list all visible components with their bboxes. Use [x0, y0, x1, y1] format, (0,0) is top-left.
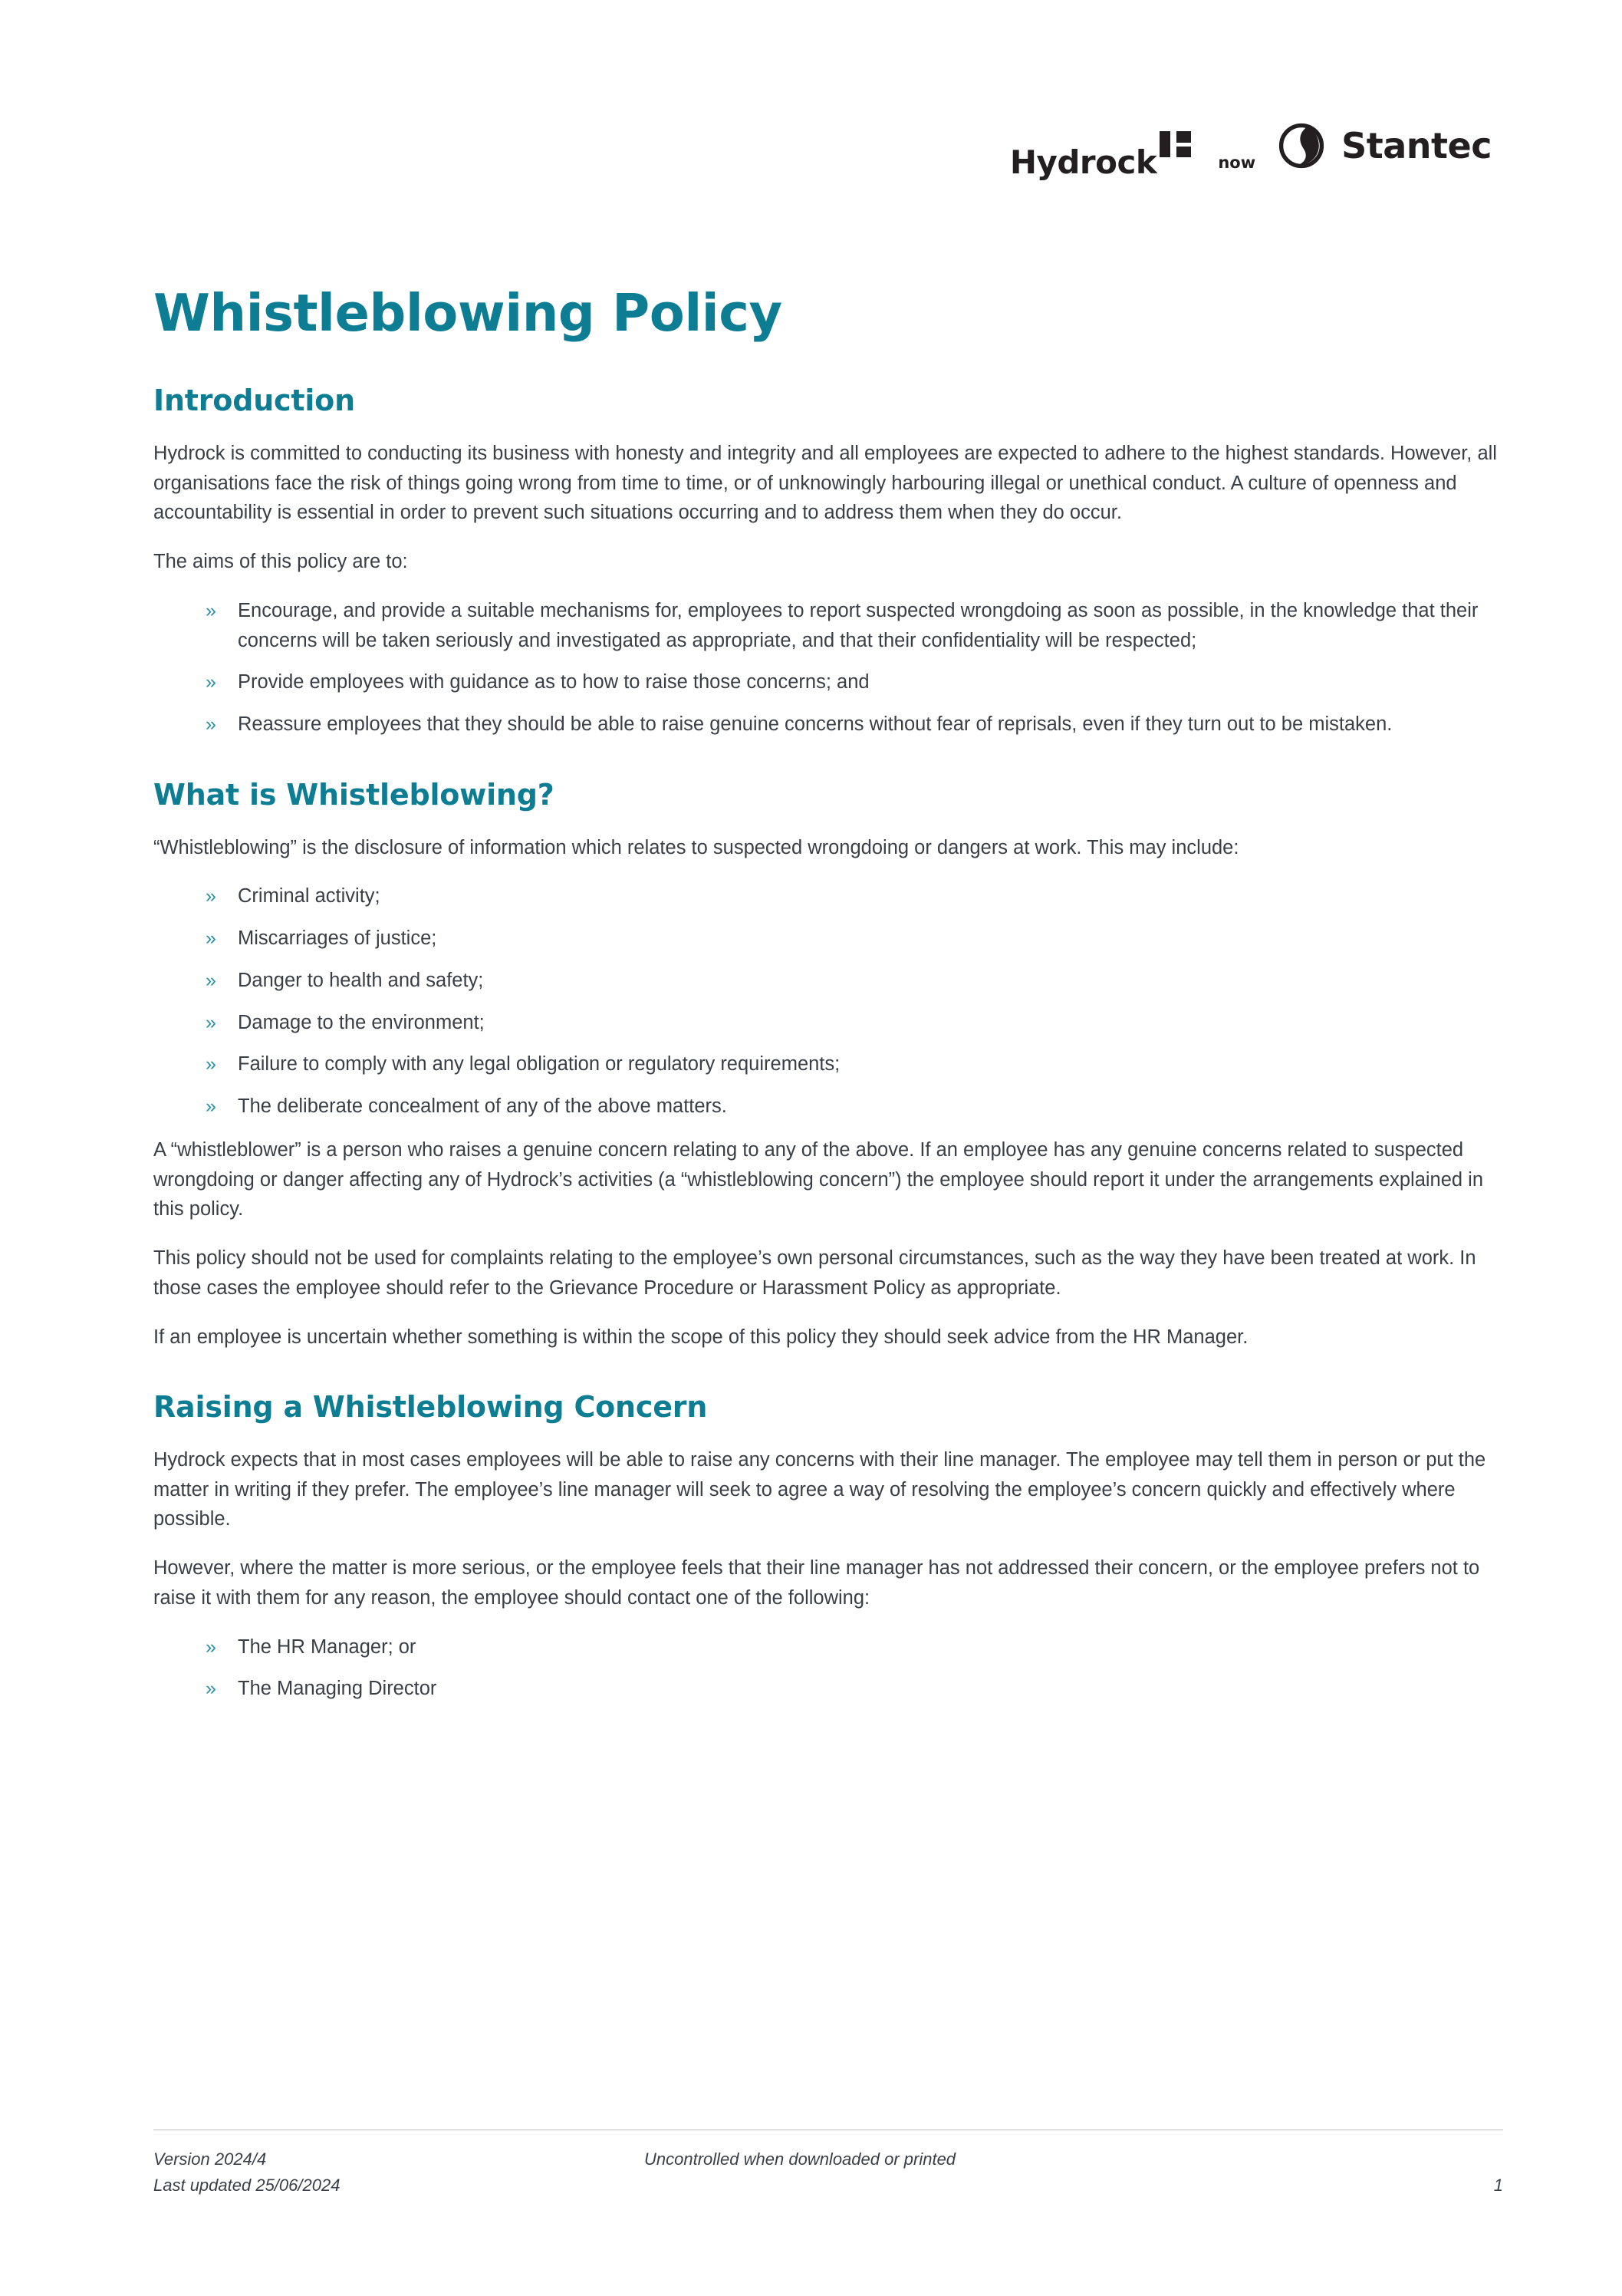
- stantec-logo: [1278, 123, 1492, 169]
- list-item: [153, 1632, 1503, 1662]
- chevron-bullet-icon: »: [206, 1678, 216, 1700]
- list-item: [153, 1049, 1503, 1079]
- page-footer: [153, 2146, 1503, 2199]
- list-item: [153, 710, 1503, 740]
- aims-list: [153, 596, 1503, 740]
- paragraph: Hydrock is committed to conducting its business with honesty and integrity and all employees are expected to adhere to the highest standards. However, all organisations face the risk of things going wrong from time to time, or of unknowingly harbouring illegal or unethical conduct. A culture of openness and accountability is essential in order to prevent such situations occurring and to address them when they do occur.: [153, 442, 1497, 524]
- page-title: Whistleblowing Policy: [153, 283, 782, 343]
- chevron-bullet-icon: »: [206, 1095, 216, 1118]
- chevron-bullet-icon: »: [206, 713, 216, 736]
- paragraph: A “whistleblower” is a person who raises a genuine concern relating to any of the above. If an employee has any genuine concerns related to suspected wrongdoing or danger affecting any of Hydrock’s activities (a “whistleblowing concern”) the employee should report it under the arrangements explained in this policy.: [153, 1138, 1484, 1220]
- stantec-leaf-circle-icon: [1278, 123, 1324, 169]
- paragraph: Hydrock expects that in most cases employees will be able to raise any concerns with their line manager. The employee may tell them in person or put the matter in writing if they prefer. The employee’s line manager will seek to agree a way of resolving the employee’s concern quickly and effectively where possible.: [153, 1448, 1486, 1530]
- list-item: [153, 596, 1503, 656]
- list-item: [153, 966, 1503, 996]
- chevron-bullet-icon: »: [206, 885, 216, 908]
- stantec-wordmark: Stantec: [1341, 125, 1492, 166]
- list-item-label: Reassure employees that they should be able to raise genuine concerns without fear of reprisals, even if they turn out to be mistaken.: [238, 713, 1393, 736]
- list-item-label: Failure to comply with any legal obligation or regulatory requirements;: [238, 1053, 841, 1076]
- footer-version: Version 2024/4: [153, 2149, 267, 2169]
- section-heading-raising-a-concern: Raising a Whistleblowing Concern: [153, 1390, 708, 1425]
- list-item-label: The deliberate concealment of any of the above matters.: [238, 1095, 727, 1118]
- footer-row-bottom: [153, 2172, 1503, 2199]
- footer-notice: Uncontrolled when downloaded or printed: [644, 2149, 956, 2169]
- section-heading-what-is-whistleblowing: What is Whistleblowing?: [153, 777, 554, 812]
- brand-header: [1009, 123, 1492, 181]
- hydrock-wordmark: Hydrock: [1009, 143, 1157, 181]
- list-item-label: The HR Manager; or: [238, 1636, 416, 1658]
- hydrock-blocks-icon: [1160, 130, 1192, 160]
- paragraph: However, where the matter is more serious, or the employee feels that their line manager has not addressed their concern, or the employee prefers not to raise it with them for any reason, the employee should contact one of the following:: [153, 1557, 1480, 1609]
- list-item: [153, 1008, 1503, 1038]
- list-item: [153, 881, 1503, 911]
- chevron-bullet-icon: »: [206, 671, 216, 693]
- list-item-label: The Managing Director: [238, 1678, 437, 1700]
- list-item-label: Encourage, and provide a suitable mechanisms for, employees to report suspected wrongdoing as soon as possible, in the knowledge that their concerns will be taken seriously and investigated as appropriate, and that their confidentiality will be respected;: [238, 599, 1479, 651]
- now-connector-label: now: [1218, 153, 1256, 172]
- paragraph: “Whistleblowing” is the disclosure of information which relates to suspected wrongdoing or dangers at work. This may include:: [153, 836, 1239, 858]
- chevron-bullet-icon: »: [206, 1011, 216, 1033]
- footer-page-number: 1: [1493, 2176, 1503, 2195]
- footer-row-top: [153, 2146, 1503, 2172]
- list-item: [153, 924, 1503, 954]
- document-body: [153, 285, 1503, 1718]
- whistleblowing-types-list: [153, 881, 1503, 1122]
- list-item: [153, 667, 1503, 697]
- paragraph: The aims of this policy are to:: [153, 551, 408, 573]
- section-heading-introduction: Introduction: [153, 384, 355, 418]
- list-item-label: Criminal activity;: [238, 885, 380, 908]
- contacts-list: [153, 1632, 1503, 1705]
- chevron-bullet-icon: »: [206, 599, 216, 621]
- chevron-bullet-icon: »: [206, 1636, 216, 1658]
- list-item: [153, 1674, 1503, 1704]
- footer-last-updated: Last updated 25/06/2024: [153, 2176, 341, 2195]
- chevron-bullet-icon: »: [206, 969, 216, 991]
- chevron-bullet-icon: »: [206, 1053, 216, 1076]
- list-item-label: Provide employees with guidance as to how to raise those concerns; and: [238, 671, 870, 693]
- paragraph: If an employee is uncertain whether something is within the scope of this policy they should seek advice from the HR Manager.: [153, 1326, 1249, 1348]
- list-item-label: Miscarriages of justice;: [238, 927, 437, 950]
- list-item-label: Danger to health and safety;: [238, 969, 484, 991]
- hydrock-logo: [1009, 130, 1193, 181]
- list-item-label: Damage to the environment;: [238, 1011, 485, 1033]
- chevron-bullet-icon: »: [206, 927, 216, 950]
- list-item: [153, 1092, 1503, 1122]
- paragraph: This policy should not be used for complaints relating to the employee’s own personal circumstances, such as the way they have been treated at work. In those cases the employee should refer to the Grievance Procedure or Harassment Policy as appropriate.: [153, 1247, 1476, 1299]
